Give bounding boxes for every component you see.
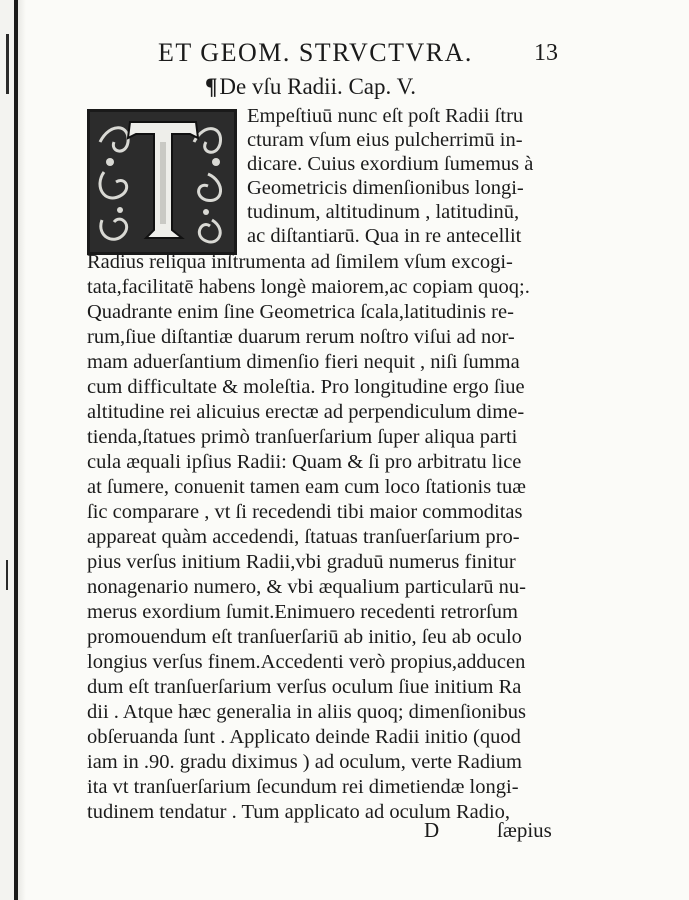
text-line: Quadrante enim ſine Geometrica ſcala,latitudinis re- xyxy=(87,301,514,323)
text-line: merus exordium ſumit.Enimuero recedenti retrorſum xyxy=(87,601,518,623)
text-line: dii . Atque hæc generalia in aliis quoq; dimenſionibus xyxy=(87,701,526,723)
text-line: obſeruanda ſunt . Applicato deinde Radii initio (quod xyxy=(87,726,521,748)
text-line: Radius reliqua inſtrumenta ad ſimilem vſum excogi- xyxy=(87,251,513,273)
text-line: at ſumere, conuenit tamen eam cum loco ſtationis tuæ xyxy=(87,476,526,498)
decorated-initial xyxy=(87,109,237,255)
text-line: tudinem tendatur . Tum applicato ad oculum Radio, xyxy=(87,801,511,823)
text-line: cturam vſum eius pulcherrimū in- xyxy=(247,129,523,151)
text-line: altitudine rei alicuius erectæ ad perpendiculum dime- xyxy=(87,401,525,423)
text-line: cula æquali ipſius Radii: Quam & ſi pro arbitratu lice xyxy=(87,451,522,473)
text-line: ac diſtantiarū. Qua in re antecellit xyxy=(247,225,522,247)
text-line: mam aduerſantium dimenſio fieri nequit , niſi ſumma xyxy=(87,351,520,373)
running-head xyxy=(0,38,689,68)
text-line: appareat quàm accedendi, ſtatuas tranſuerſarium pro- xyxy=(87,526,520,548)
text-line: ita vt tranſuerſarium ſecundum rei dimetiendæ longi- xyxy=(87,776,519,798)
text-line: tudinum, altitudinum , latitudinū, xyxy=(247,201,520,223)
running-title: ET GEOM. STRVCTVRA. xyxy=(158,38,473,67)
text-line: tienda,ſtatues primò tranſuerſarium ſuper aliqua parti xyxy=(87,426,518,448)
text-line: Geometricis dimenſionibus longi- xyxy=(247,177,524,199)
text-line: iam in .90. gradu diximus ) ad oculum, verte Radium xyxy=(87,751,522,773)
page-binding-edge xyxy=(0,0,26,900)
text-line: nonagenario numero, & vbi æqualium particularū nu- xyxy=(87,576,526,598)
text-line: longius verſus finem.Accedenti verò propius,adducen xyxy=(87,651,526,673)
text-line: tata,facilitatē habens longè maiorem,ac copiam quoq;. xyxy=(87,276,530,298)
text-line: cum difficultate & moleſtia. Pro longitudine ergo ſiue xyxy=(87,376,525,398)
text-line: Empeſtiuū nunc eſt poſt Radii ſtru xyxy=(247,105,524,127)
chapter-heading xyxy=(205,74,416,100)
page-number: 13 xyxy=(534,40,558,66)
text-line: rum,ſiue diſtantiæ duarum rerum noſtro viſui ad nor- xyxy=(87,326,515,348)
gutter-mark xyxy=(6,560,8,590)
signature-mark: D xyxy=(424,818,440,842)
catchword: ſæpius xyxy=(497,818,552,842)
text-line: ſic comparare , vt ſi recedendi tibi maior commoditas xyxy=(87,501,523,523)
decorated-initial-ornament xyxy=(90,112,234,252)
text-line: dum eſt tranſuerſarium verſus oculum ſiue initium Ra xyxy=(87,676,522,698)
chapter-heading-text: De vſu Radii. Cap. V. xyxy=(219,74,416,99)
text-line: dicare. Cuius exordium ſumemus à xyxy=(247,153,534,175)
text-line: promouendum eſt tranſuerſariū ab initio, ſeu ab oculo xyxy=(87,626,522,648)
pilcrow-icon: ¶ xyxy=(205,74,218,99)
text-line: pius verſus initium Radii,vbi graduū numerus finitur xyxy=(87,551,516,573)
